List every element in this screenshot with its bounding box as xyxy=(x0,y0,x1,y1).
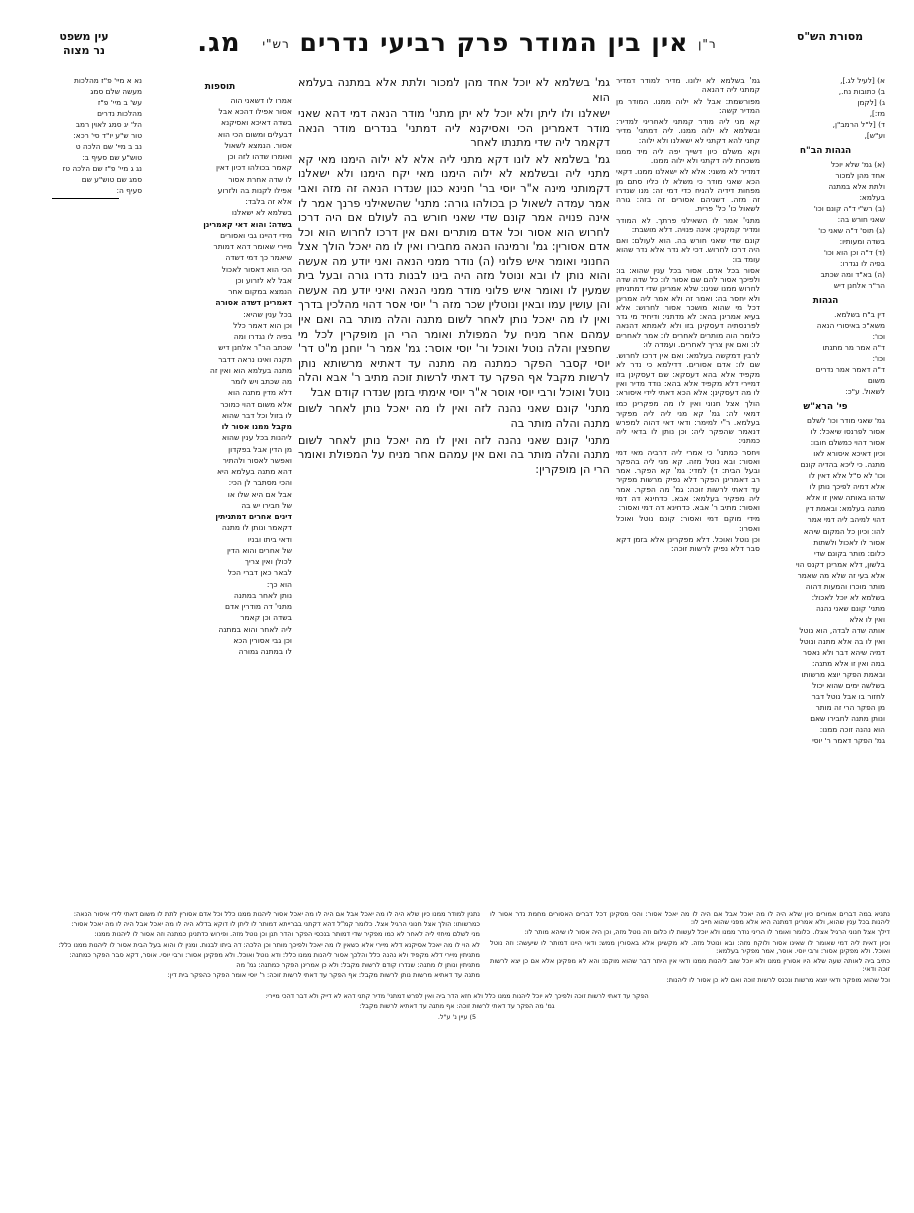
tosafot-line: ליהנות בכל ענין שהוא xyxy=(221,433,292,443)
tosafot-line: בשדה וכן קאמר xyxy=(240,613,292,623)
ein-mishpat-header-line-1: עין משפט xyxy=(59,30,109,43)
tosafot-line: דהא מתנה בעלמא היא xyxy=(216,467,292,477)
rosh-line: במה ואין זו אלא מתנה: xyxy=(812,658,885,668)
rosh-line: בשלשה ימים שהוא יכול xyxy=(812,680,885,690)
rashi-paragraph: מתני' אמר לו השאילני פרתך. לא המודר ומדיר קמקניין: אינה פנויה. דלא מושבת: xyxy=(616,215,760,234)
hagahot-line: משום xyxy=(867,376,885,386)
tosafot-line: ליה לאחר והוא במתנה xyxy=(218,624,292,634)
ran-paragraph: נתניא במה דברים אמורים כיון שלא היה לו מה יאכל אבל אם היה לו מה יאכל אסור: והכי מסקינן דכל דברים האסורים מחמת נדר אסור לו ליהנות בכל ענין שהוא, ולא אמרינן דמתנה היא אלא מפני שהוא חייב לו: xyxy=(490,910,890,927)
bottom-paragraph: מני לשלם מיחזי ליה לאחר לא כמו מפקיר שדי דמותר בנכסי הפקר והדר תנן וכן נוטל מזה. ופירוש כדתנינן כמתנה וזה אסור לו ליהנות ממנו: xyxy=(94,930,480,939)
bottom-paragraph: כמרשותו: הולך אצל חנוני הרגיל אצל. כלומר קמ"ל דהא דקתני בברייתא דמותר לו ליתן לו דוקא בדלא היה לו מה יאכל אבל היה לו מה יאכל אסור: xyxy=(71,920,480,929)
hagahot-line: וכו': xyxy=(872,332,885,342)
ran-commentary-left xyxy=(480,910,890,986)
tosafot-line: אפילו לקנות בה ולזרוע xyxy=(217,185,292,195)
tosafot-line: מיירי שאומר דהא דמותר xyxy=(213,242,292,252)
main-paragraph-lower: מתני' קונם שאני נהנה לזה ואין לו מה יאכל נותן לאחר לשום מתנה והלה מותר בה xyxy=(298,402,610,430)
tosafot-line: אלא זה בלבד: xyxy=(245,197,292,207)
ein-mishpat-item: נג ג מיי' פ"ז שם הלכה טז xyxy=(62,164,142,174)
hagahot-line: אחד מהן למכור xyxy=(835,171,885,181)
masoret-item: ב) כתובות נח., xyxy=(838,87,885,97)
hagahot-line: בפיה לו נגדרו: xyxy=(840,259,885,269)
hagahot-line: ד"ה אמר מר מתנתו xyxy=(822,343,885,353)
masoret-hashas-column xyxy=(766,76,890,749)
ran-tag-header: ר"ן xyxy=(698,37,717,51)
tosafot-title: תוספות xyxy=(204,82,236,92)
rashi-column xyxy=(616,76,766,555)
daf-number: מג. xyxy=(197,28,241,58)
ein-mishpat-item: נב ב מיי' שם הלכה ט xyxy=(75,142,142,152)
footnote-right: גמ' מה הפקר עד דאתי לרשות זוכה: אף מתנה עד דאתיא לרשות מקבל: xyxy=(359,1002,555,1011)
ein-mishpat-item: הל' יג סמג לאוין רמב xyxy=(75,120,142,130)
main-paragraph: ישאלנו ולו ליתן ולא יוכל לא יתן מתני' מודר הנאה דמי דהא שאני מודר דאמרינן הכי ואסיקנא ליה דמתני' בנדרים מודר הנאה דקאמר ליה שדי מתנתו לאחר xyxy=(298,107,610,150)
tosafot-line: לבאר כאן דברי הכל xyxy=(227,568,292,578)
ein-mishpat-item: מעשה שלם סמג xyxy=(90,87,142,97)
tosafot-line: אסור אפילו דהכא אבל xyxy=(218,107,292,117)
ein-mishpat-column xyxy=(24,76,142,203)
page-header xyxy=(24,26,890,72)
rashi-tag-header: רש"י xyxy=(262,37,290,51)
tosafot-line: מתני' דה מודרין אדם xyxy=(224,602,292,612)
rosh-line: מתנה בעלמא: ובאמת דין xyxy=(805,504,885,514)
rosh-line: אסור לפרנסו שיאכל: לו xyxy=(810,427,885,437)
hagahot-line: וכו': xyxy=(872,354,885,364)
rosh-line: ובאמת הפקר יוצא מרשותו xyxy=(801,669,885,679)
tosafot-line: נותן לאחר במתנה xyxy=(233,590,292,600)
tosafot-line: דלא מדין מתנה הוא xyxy=(227,388,292,398)
hagahot-line: משא"כ באיסורי הנאה xyxy=(816,321,885,331)
main-paragraph: גמ' בשלמא לא לונו דקא מתני ליה אלא לא ילוה הימנו מאי קא מתני ליה ובשלמא לא ילוה הימנו מאי יקח הימנו ולא ישאלנו דקמותני מינה א"ר יוסי בר' חנינא כגון שנדרו הנאה זה מזה ואבי אמר עמדה לשאול כן בכולהו גורה: מתני' שהשאילני פרנך אמר לו אינה פנויה אמר קונם שדי שאני חורש בה לעולם אם היה דרכו לחרוש הוא אסור וכל אדם מותרים ואם אין דרכו לחרוש הוא וכל אדם אסורין: גמ' ורמינהו הנאה מחבירו ואין לו מה יאכל הולך אצל החנוני ואומר איש פלוני (ה) נודר ממני הנאה ואני יודע מה אעשה והוא נותן לו ובא ונוטל מזה היה בינו לבנות נדרו גורה ובעל בית שמעין לו ואומר איש פלוני מודר ממני הנאה ואיני יודע מה אעשה והן עושין עמו ובאין ונוטלין שכר מזה ר' יוסי אסר דהוי מהלכין בדרך ואין לו מה יאכל נותן לאחר לשום מתנה והלה מותר בה ואם אין עמהם אחר מניח על המפולת ואומר הרי הן מופקרין לכל מי שחפצין והלה נוטל ואוכל ור' יוסי אוסר: גמ' אמר ר' יוחנן מ"ט דר' יוסי קסבר הפקר כמתנה מה מתנה עד דאתיא מרשותא נותן לרשות מקבל אף הפקר עד דאתי לרשות זוכה מתיב ר' אבא והלה נוטל ואוכל ורבי יוסי אוסר א"ר יוסי אימתי בזמן שנדרו קודם אבל xyxy=(298,152,610,399)
tosafot-line: דינים אחרים דמתניתין xyxy=(215,512,292,522)
main-talmud-text xyxy=(292,76,616,479)
ein-mishpat-item: טוש"ע שם סעיף ב: xyxy=(82,153,142,163)
hagahot-habach-title: הגהות הב"ח xyxy=(799,146,852,157)
tosafot-line: דקאמר ונותן לו מתנה xyxy=(221,523,292,533)
rosh-line: ואין לו אלא xyxy=(849,614,885,624)
rashi-paragraph: גמ' בשלמא לא ילונו. מדיר למודר דמדיר קמתני ליה דהנאה xyxy=(616,76,760,95)
chapter-title-bar xyxy=(144,26,770,58)
rosh-line: בלשון, דלא אמרינן דקנס הוי xyxy=(796,559,885,569)
tosafot-line: דבעלים ומשום הכי הוא xyxy=(217,129,292,139)
rosh-line: גמ' שאני מודר וכו' לשלם xyxy=(806,416,885,426)
hagahot-line: הר"ר אלחנן דיש xyxy=(833,281,885,291)
rosh-line: וכיון דאיכא איסורא לאו xyxy=(813,449,885,459)
ran-commentary-right xyxy=(24,910,480,982)
tosafot-line: בפיה לו נגדרו ומה xyxy=(233,332,292,342)
tosafot-line: וכן גבי אסורין הכא xyxy=(233,635,292,645)
tosafot-line: הוא כך: xyxy=(266,579,292,589)
tosafot-line: לכולן ואין צריך xyxy=(244,557,292,567)
footnote-mark: 5) עיין נ' ע"ל. xyxy=(437,1012,477,1021)
bottom-paragraph: מתניתין ונותן לו מתנה: שנדרו קודם לרשות מקבל: ולא כן אמרינן הפקר כמתנה: גמ' מה xyxy=(236,961,480,970)
rashi-paragraph: וקא משלם כיון דשייך יפה ליה מיד ממנו משכחת ליה דקתני ולא ילוה ממנו. xyxy=(616,146,760,165)
ran-paragraph: כתיב ביה לאותה שעה שלא היו אסורין ממנו ולא יוכל שוב ליהנות ממנו ודאי אין היתר דבר שהוא מוקם: והא לא מפקינן אלא אם כן יצא לרשות זוכה ודאי: xyxy=(490,957,890,974)
hagahot-line: (א) גמ' שלא יוכל xyxy=(830,159,885,169)
hagahot-line: לשאול. ע"כ: xyxy=(845,387,885,397)
rashi-paragraph: וכן נוטל ואוכל. דלא מפקרינן אלא בזמן דקא סבר דלא נפיק לרשות זוכה: xyxy=(616,534,760,553)
tosafot-line: של אחרים והוא הדין xyxy=(226,545,292,555)
tosafot-line: דאמרינן דשדה אסורה xyxy=(215,298,292,308)
rosh-line: מן הפקר הרי זה מותר xyxy=(815,703,885,713)
bottom-commentary xyxy=(24,910,890,986)
hagahot-line: (ב) רש"י ד"ה קונם וכו' xyxy=(813,204,885,214)
tosafot-line: שיאמר כך דמי דשדה xyxy=(225,253,292,263)
perush-harosh-title: פי' הרא"ש xyxy=(803,402,848,413)
tosafot-line: אסור. הנמצא לשאול xyxy=(224,140,292,150)
hagahot-line: ולתת אלא במתנה xyxy=(828,182,885,192)
rosh-line: דהוי למיהב ליה דמי אמר xyxy=(807,515,885,525)
rosh-line: ואין לו בה אלא מתנה ונוטל xyxy=(799,636,885,646)
rosh-line: כלום: מותר בקונם שדי xyxy=(814,548,885,558)
rosh-line: להו: וכיון כל המקום שיהא xyxy=(803,526,885,536)
ran-paragraph: וכיון דאית ליה דמי שאומר לו שאינו אסור ולוקח מזה: ובא ונוטל מזה. לא מקשינן אלא באסורין ממש: ודאי היינו דמותר לו שיעשה: וזה נוטל ואוכל. ולא מפקינן אסור: ורבי יוסי. אוסר, אמר מפקיר בעלמא: xyxy=(490,938,890,955)
ein-mishpat-item: טור ש"ע יו"ד סי' רכא: xyxy=(73,131,142,141)
chapter-title: אין בין המודר פרק רביעי נדרים xyxy=(299,28,689,57)
bottom-paragraph: נתנין למודר ממנו כיון שלא היה לו מה יאכל אבל אם היה לו מה יאכל אסור ליהנות ממנו כלל וכל אדם אסורין לתת לו משום דאתי לידי איסור הנאה: xyxy=(73,910,480,918)
tosafot-line: ודאי ביתו ובניו xyxy=(247,534,292,544)
hagahot-line: (ג) תוס' ד"ה שאני כו' xyxy=(818,226,885,236)
perush-harosh-body xyxy=(766,416,885,745)
tosafot-line: בשלמא לא ישאלנו xyxy=(231,208,292,218)
hagahot-line: בשדה ומעותיו: xyxy=(839,237,885,247)
rashi-paragraph: מידי מוקם דמי ואסור: קונם נוטל ואוכל ואסרו: xyxy=(616,514,760,533)
hagahot-line: (ה) בא"ד ומה שכתב xyxy=(820,270,885,280)
hagahot-line: ד"ה דאמר אמר נדרים xyxy=(815,365,885,375)
tosafot-line: בכל ענין שהיא: xyxy=(243,309,292,319)
hagahot-line: דין ב"ח בשלמא. xyxy=(834,310,885,320)
ein-mishpat-item: עש' ב מיי' פ"ז xyxy=(97,98,142,108)
tosafot-line: מה שכתב ויש לומר xyxy=(230,377,292,387)
tosafot-line: מתנה בעלמא הוא ואין זה xyxy=(209,365,292,375)
rosh-line: אלא דמיה לפיכך נותן לו xyxy=(809,482,885,492)
masoret-header-label xyxy=(770,26,890,44)
rosh-line: אותה שדה לבדה, הוא נוטל xyxy=(799,625,885,635)
tosafot-line: אבל לא לזרוע וכן xyxy=(235,275,292,285)
rosh-line: גמ' הפקר דאמר ר' יוסי xyxy=(812,736,885,746)
tosafot-line: ואומרו שדהו לזה וכן xyxy=(227,152,292,162)
rashi-paragraph: לרבין דמקשה בעלמא: ואם אין דרכו לחרוש. שם לו: אדם אסורים. דדילמא כי נדר לא מקפיד אלא בהא דעסקא: שם דעסקינן בזו דמיירי דלא מקפיד אלא בהא: נודד מדיר ואין לו מה דעסקינן: אלא הכא דאתי לידי איסורא: xyxy=(616,351,760,397)
main-paragraph: גמ' בשלמא לא יוכל אחד מהן למכור ולתת אלא במתנה בעלמא הוא xyxy=(298,76,610,104)
masoret-item: א) [לעיל לג.], xyxy=(840,76,885,85)
ein-mishpat-item: סעיף ה: xyxy=(116,186,142,196)
tosafot-line: אמרו לו דשאני הוה xyxy=(230,95,292,105)
hagahot-body xyxy=(766,310,885,396)
tosafot-line: שכתב הר"ר אלחנן דיש xyxy=(218,343,292,353)
tosafot-line: אבל אם היא שלו או xyxy=(227,489,292,499)
body-columns xyxy=(24,76,890,906)
rosh-line: הוא נהנה זוכה ממנו: xyxy=(819,725,885,735)
main-paragraph-lower: מתני' קונם שאני נהנה לזה ואין לו מה יאכל נותן לאחר לשום מתנה והלה מותר בה ואם אין עמהם אחר מניח על המפולת ואומר הרי הן מופקרין: xyxy=(298,433,610,476)
ein-mishpat-item: נא א מיי' פ"ז מהלכות xyxy=(74,76,142,85)
tosafot-line: מקבל ממנו אסור לו xyxy=(221,422,292,432)
rashi-paragraph: קא מני ליה מודר קמתני לאחריני למדיר: ובשלמא לא ילוה ממנו. ליה דמתני' מדיר קתני להא דקתני לא ישאלנו ולא ילוה: xyxy=(616,117,760,145)
masoret-item: ג) [לקמן xyxy=(857,98,885,108)
hagahot-line: (ד) ד"ה וכן הוא וכו' xyxy=(823,248,885,258)
tosafot-line: בשדה: והוא דאי קאמרינן xyxy=(203,219,292,229)
divider xyxy=(52,198,120,199)
bottom-paragraph: מתניתין מיירי דלא מקפיד ולא נהנה כלל והלכך אסור ליהנות ממנו כלל: ודא נוטל ואוכל. ולא מפקינן אסור: ורבי יוסי. אוסר, דקא סבר הפקר כמתנה: xyxy=(69,950,480,959)
footnote-row xyxy=(24,992,890,1021)
ran-paragraph: דילך אצל חנוני הרגיל אצלו. כלומר ואומר לו הריני נודר ממנו ולא יוכל לעשות לו כלום וזה נוטל מזה, וכן היה אסור לו שיהא מותר לו: xyxy=(524,928,890,937)
tosafot-line: מן הדין אבל בפקדון xyxy=(228,444,292,454)
tosafot-line: תקנה ואינו נראה דדבר xyxy=(218,354,292,364)
hagahot-title: הגהות xyxy=(812,296,839,307)
footnote-left: הפקר עד דאתי לרשות זוכה ולפיכך לא יוכל ליהנות ממנו כלל ולא חזא הדר ביה ואין לפרש דמתני' מדיר קתני דהא לא דייק ולא דבר דהכי מיירי: xyxy=(265,991,649,1000)
ein-mishpat-item: מהלכות נדרים xyxy=(97,109,142,119)
tosafot-line: לו שדה אחרת אסור xyxy=(228,174,292,184)
rosh-line: אלא בעי זה שלא מה שאמר xyxy=(797,570,885,580)
tosafot-line: קאמר בכולהו דכיון דאין xyxy=(216,163,292,173)
rashi-paragraph: ויחסר כמתני' כי אמרי ליה דרביה מאי דמי ואסור: ובא נוטל מזה. קא מני ליה בהפקר ובעל הבית: ד) למדי: גמ' קא הפקר. אמר רב דאמרינן הפקר דלא נפיק מרשות מפקיר עד דאתי לרשות זוכה: גמ' מה הפקר. אמר ליה מפקיר בעלמא: אבא. כדחינא דה דמי ואסור: מתיב ר' אבא. כדחינא דה דמי ואסור: xyxy=(616,447,760,512)
bottom-paragraph: מתנה עד דאתיא מרשות נותן לרשות מקבל: אף הפקר עד דאתי לרשות זוכה: ר' יוסי אומר הפקר כהפקר בית דין: xyxy=(167,971,480,980)
ein-mishpat-item: סמג שם טוש"ע שם xyxy=(81,175,142,185)
rosh-line: אסור לו לאכול ולשתות xyxy=(813,537,885,547)
tosafot-line: וכן הוא דאמר כלל xyxy=(233,320,292,330)
rosh-line: מותר מוכרו והמעות דהוה xyxy=(805,581,885,591)
hagahot-line: בעלמא: xyxy=(859,193,885,203)
tosafot-line: והכי מסתבר לן הכי: xyxy=(228,478,292,488)
rashi-paragraph: דמדיר לא משני: אלא לא ישאלנו ממנו. דקאי הכא שאני מודר כי משלא לו כליו סתם מן מפחות דידיה להניח כדי דמי זה: מנו שנדרו זה מזה. דשניהם אסורים זה בזה: גורה לשאול כו' כל' פרית. xyxy=(616,167,760,214)
rosh-line: לחזור בו אבל נוטל דבר xyxy=(811,691,885,701)
ran-paragraph: וכל שהוא מופקר ודאי יוצא מרשות ונכנס לרשות זוכה ואם לא כן אסור לו ליהנות: xyxy=(666,975,890,984)
masoret-header-line: מסורת הש"ס xyxy=(796,30,864,43)
tosafot-line: לו במתנה גמורה xyxy=(238,647,292,657)
masoret-item: ד) [ל"ל הרמב"ן, xyxy=(832,120,885,130)
tosafot-line: הכי הוא דאסור לאכול xyxy=(221,264,292,274)
rashi-paragraph: הולך אצל חנוני ואין לו מה מפקרינן כמו דמאי לה: גמ' קא מני ליה ליה מפקיר בעלמא. ר"י למימר: ודאי דאי דהוה למפרש דנאמר שהפקר ליה: וכן נותן לו בדאי ליה כמתני: xyxy=(616,399,760,446)
rosh-line: בשלמא לא יוכל לאכול: xyxy=(811,592,885,602)
hagahot-line: שאני חורש בה: xyxy=(837,215,885,225)
tosafot-line: אלא משום דהוי כמוכר xyxy=(220,399,292,409)
rosh-line: ונותן מתנה לחבירו שאם xyxy=(810,714,885,724)
tosafot-line: ואפשר לאסור ולהתיר xyxy=(222,455,292,465)
rosh-line: וכו' לא ס"ל אלא דאין לו xyxy=(808,471,885,481)
tosafot-line: בשדה דאיכא ואסיקנא xyxy=(221,118,292,128)
tosafot-line: של חבירו יש בה xyxy=(241,500,292,510)
masoret-item: וע"ש], xyxy=(864,131,885,141)
rosh-line: מתני' קונם שאני נהנה xyxy=(815,603,885,613)
rashi-paragraph: קונם שדי שאני חורש בה. הוא לעולם: ואם היה דרכו לחרוש. דכי לא נדר אלא נדר שהוא עומד בו: xyxy=(616,236,760,264)
tosafot-line: הנמצא במקום אחר xyxy=(228,287,292,297)
bottom-paragraph: לא הוי לו מה יאכל אסיקנא דלא מיירי אלא כשאין לו מה יאכל ולפיכך מותר וכן הלכה: דה ביתו לבנות. ומנין לו והוא בעל הבית אסור לו ליהנות ממנו כלל: xyxy=(58,940,480,949)
rashi-paragraph: מפורשמת: אבל לא ילוה ממנו. המודר מן המדיר קשה: xyxy=(616,96,760,115)
masoret-items xyxy=(766,76,885,140)
tosafot-column xyxy=(142,76,292,658)
ein-mishpat-header-line-2: נר מצוה xyxy=(63,43,105,57)
rosh-line: אסור דהוי כמשלם חובו: xyxy=(810,438,885,448)
tosafot-line: לו בזול וכל דבר שהוא xyxy=(221,410,292,420)
rosh-line: שדהו באותה שאין זו אלא xyxy=(806,493,885,503)
rosh-line: דמיה שיהא דבר ולא נאסר xyxy=(802,647,885,657)
tosafot-line: מידי דהיינו גבי ואסורים xyxy=(220,230,292,240)
rashi-paragraph: אסור בכל אדם. אסור בכל ענין שהוא: בו: ולפיכך אסור להם שם אסור לו: כל שדה שדה לחרוש ממנו שנינו: שלא אמרינן שדי דמתניתין ולא יחסר בה: ואמר זה ולא אמר ליה אמרינן דכל מי שהוא מושכר אסור לחרוש: אלא בעיא אמרינן בהא: לא מדתני: ודיחיד מי גדר לפרנסתיה דעסקינן בזו ולא לאמתא דהנאה כלומר הוה מותרים לאחרים לו: אמר לאחרים לו: ואם אין צריך לאחרים. ועמדה לו: xyxy=(616,265,760,349)
hagahot-habach-body xyxy=(766,160,885,290)
masoret-item: מז:], xyxy=(869,109,885,119)
rosh-line: מתנה. כי ליכא בהדיה קונם xyxy=(800,460,885,470)
ein-mishpat-header-label xyxy=(24,26,144,58)
